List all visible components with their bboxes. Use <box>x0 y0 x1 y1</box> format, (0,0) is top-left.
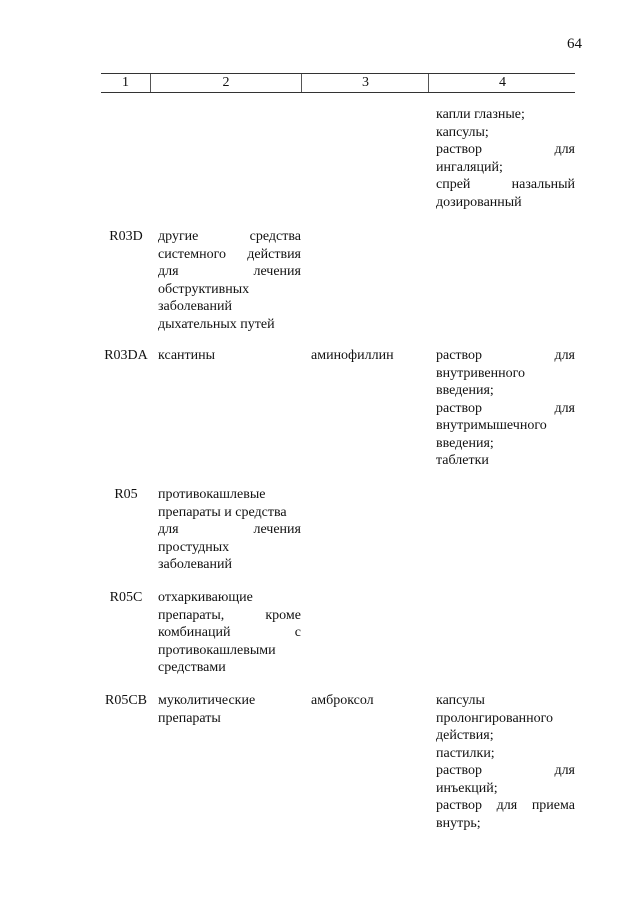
form-line: пролонгированного <box>436 710 554 726</box>
form-line: раствор для <box>436 348 575 363</box>
form-line: внутривенного <box>436 365 526 381</box>
atc-group-name <box>158 347 301 365</box>
atc-code: R05C <box>109 590 143 605</box>
table-header <box>101 73 575 93</box>
name-line: средствами <box>158 660 226 675</box>
form-line: внутримышечного <box>436 418 547 433</box>
form-line: внутрь; <box>436 815 481 831</box>
form-line: раствор для <box>436 400 575 416</box>
atc-group-name <box>158 692 301 727</box>
name-line: препараты, кроме <box>158 607 301 623</box>
name-line: препараты <box>158 710 221 726</box>
name-line: дыхательных путей <box>158 316 275 332</box>
name-line: системного действия <box>158 246 301 262</box>
name-line: ксантины <box>158 348 216 363</box>
form-line: ингаляций; <box>436 159 503 175</box>
atc-code: R05CB <box>104 693 147 708</box>
form-line: пастилки; <box>436 745 495 761</box>
atc-code: R03DA <box>104 348 148 363</box>
name-line: заболеваний <box>158 299 232 314</box>
form-line: дозированный <box>436 194 522 210</box>
dosage-forms <box>436 692 575 832</box>
name-line: для лечения <box>158 264 301 279</box>
atc-group-name <box>158 589 301 677</box>
form-line: капсулы; <box>436 124 489 140</box>
name-line: комбинаций с <box>158 625 301 640</box>
atc-group-name <box>158 228 301 333</box>
header-col-4: 4 <box>428 74 576 92</box>
name-line: заболеваний <box>158 557 232 572</box>
header-col-2: 2 <box>150 74 301 92</box>
name-line: обструктивных <box>158 281 250 297</box>
form-line: спрей назальный <box>436 177 575 192</box>
form-line: капли глазные; <box>436 107 525 122</box>
name-line: отхаркивающие <box>158 590 253 605</box>
header-col-3: 3 <box>301 74 429 92</box>
form-line: инъекций; <box>436 780 498 796</box>
dosage-forms <box>436 347 575 470</box>
form-line: раствор для приема <box>436 798 575 813</box>
form-line: введения; <box>436 435 494 451</box>
name-line: противокашлевыми <box>158 642 276 658</box>
name-line: препараты и средства <box>158 504 287 520</box>
form-line: введения; <box>436 383 494 398</box>
name-line: простудных <box>158 539 230 555</box>
name-line: другие средства <box>158 229 301 244</box>
name-line: для лечения <box>158 522 301 537</box>
form-line: капсулы <box>436 693 485 708</box>
atc-code: R03D <box>109 229 143 244</box>
drug-name: аминофиллин <box>311 348 394 363</box>
dosage-forms <box>436 106 575 211</box>
page-number: 64 <box>567 36 582 52</box>
name-line: муколитические <box>158 693 256 708</box>
drug-name: амброксол <box>311 693 374 708</box>
form-line: раствор для <box>436 763 575 778</box>
header-col-1: 1 <box>122 75 129 90</box>
form-line: таблетки <box>436 453 489 468</box>
name-line: противокашлевые <box>158 487 266 502</box>
atc-code: R05 <box>114 487 138 502</box>
form-line: раствор для <box>436 142 575 157</box>
form-line: действия; <box>436 728 494 743</box>
atc-group-name <box>158 486 301 574</box>
